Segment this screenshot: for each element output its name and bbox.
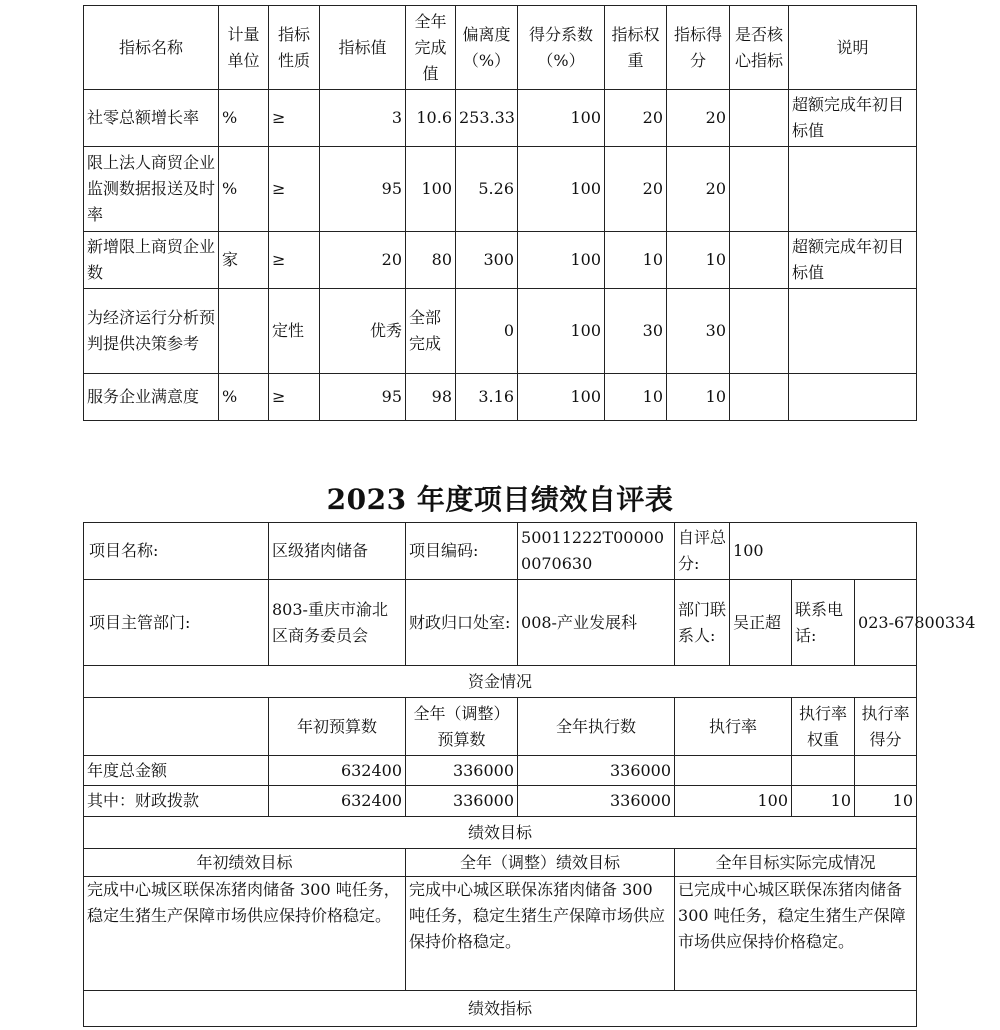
indicator-note bbox=[789, 147, 917, 232]
contact: 吴正超 bbox=[730, 580, 792, 666]
indicator-nature: ≥ bbox=[269, 90, 320, 147]
table-row bbox=[84, 289, 917, 374]
phone-label: 联系电话: bbox=[792, 580, 855, 666]
indicator-coef: 100 bbox=[518, 289, 605, 374]
table-row bbox=[84, 374, 917, 421]
department-row bbox=[84, 580, 917, 666]
header-cell: 是否核心指标 bbox=[730, 6, 789, 90]
indicator-score: 30 bbox=[667, 289, 730, 374]
funds-header-cell: 执行率 bbox=[675, 698, 792, 756]
indicator-nature: ≥ bbox=[269, 374, 320, 421]
page-title: 2023 年度项目绩效自评表 bbox=[326, 483, 674, 516]
indicator-header-row bbox=[84, 6, 917, 90]
funds-score: 10 bbox=[855, 786, 917, 817]
funds-rate: 100 bbox=[675, 786, 792, 817]
indicator-coef: 100 bbox=[518, 232, 605, 289]
indicator-core bbox=[730, 289, 789, 374]
header-cell: 偏离度（%） bbox=[456, 6, 518, 90]
indicator-score: 10 bbox=[667, 232, 730, 289]
funds-score bbox=[855, 756, 917, 786]
header-cell: 指标性质 bbox=[269, 6, 320, 90]
funds-adjusted: 336000 bbox=[406, 786, 518, 817]
indicator-value: 优秀 bbox=[320, 289, 406, 374]
self-score: 100 bbox=[730, 523, 917, 580]
indicator-deviation: 253.33 bbox=[456, 90, 518, 147]
indicator-deviation: 3.16 bbox=[456, 374, 518, 421]
indicator-coef: 100 bbox=[518, 374, 605, 421]
indicator-weight: 10 bbox=[605, 232, 667, 289]
funds-rate bbox=[675, 756, 792, 786]
goals-header-cell: 全年（调整）绩效目标 bbox=[406, 849, 675, 877]
indicator-unit: 家 bbox=[219, 232, 269, 289]
funds-weight: 10 bbox=[792, 786, 855, 817]
goals-header-cell: 年初绩效目标 bbox=[84, 849, 406, 877]
indicator-deviation: 5.26 bbox=[456, 147, 518, 232]
header-cell: 指标名称 bbox=[84, 6, 219, 90]
goals-header-row bbox=[84, 849, 917, 877]
funds-header-blank bbox=[84, 698, 269, 756]
header-cell: 指标值 bbox=[320, 6, 406, 90]
indicator-completed: 80 bbox=[406, 232, 456, 289]
indicator-weight: 10 bbox=[605, 374, 667, 421]
indicator-nature: ≥ bbox=[269, 147, 320, 232]
indicator-deviation: 300 bbox=[456, 232, 518, 289]
indicator-value: 95 bbox=[320, 147, 406, 232]
funds-header-cell: 执行率权重 bbox=[792, 698, 855, 756]
indicator-name: 社零总额增长率 bbox=[84, 90, 219, 147]
header-cell: 指标权重 bbox=[605, 6, 667, 90]
indicator-score: 10 bbox=[667, 374, 730, 421]
table-row bbox=[84, 90, 917, 147]
goals-row bbox=[84, 877, 917, 991]
contact-label: 部门联系人: bbox=[675, 580, 730, 666]
funds-row-label: 其中：财政拨款 bbox=[84, 786, 269, 817]
indicator-core bbox=[730, 232, 789, 289]
phone: 023-67800334 bbox=[855, 580, 917, 666]
dept-label: 项目主管部门: bbox=[84, 580, 269, 666]
indicator-value: 20 bbox=[320, 232, 406, 289]
indicator-name: 限上法人商贸企业监测数据报送及时率 bbox=[84, 147, 219, 232]
table-row bbox=[84, 147, 917, 232]
funds-adjusted: 336000 bbox=[406, 756, 518, 786]
table-row bbox=[84, 756, 917, 786]
indicator-score: 20 bbox=[667, 147, 730, 232]
table-row bbox=[84, 232, 917, 289]
indicator-nature: 定性 bbox=[269, 289, 320, 374]
indicator-unit: % bbox=[219, 374, 269, 421]
self-evaluation-table bbox=[83, 522, 976, 1027]
funds-section-row bbox=[84, 666, 917, 698]
indicators-section-row bbox=[84, 991, 917, 1027]
indicator-coef: 100 bbox=[518, 90, 605, 147]
adjusted-goal: 完成中心城区联保冻猪肉储备 300 吨任务，稳定生猪生产保障市场供应保持价格稳定。 bbox=[406, 877, 675, 991]
project-name: 区级猪肉储备 bbox=[269, 523, 406, 580]
indicator-core bbox=[730, 147, 789, 232]
goals-section-row bbox=[84, 817, 917, 849]
funds-initial: 632400 bbox=[269, 756, 406, 786]
indicator-completed: 100 bbox=[406, 147, 456, 232]
indicator-score: 20 bbox=[667, 90, 730, 147]
finance-office-label: 财政归口处室: bbox=[406, 580, 518, 666]
indicator-weight: 20 bbox=[605, 147, 667, 232]
funds-header-cell: 全年（调整）预算数 bbox=[406, 698, 518, 756]
header-cell: 得分系数（%） bbox=[518, 6, 605, 90]
indicator-weight: 30 bbox=[605, 289, 667, 374]
funds-header-cell: 全年执行数 bbox=[518, 698, 675, 756]
funds-header-cell: 年初预算数 bbox=[269, 698, 406, 756]
indicator-name: 为经济运行分析预判提供决策参考 bbox=[84, 289, 219, 374]
project-code: 50011222T000000070630 bbox=[518, 523, 675, 580]
indicator-note bbox=[789, 374, 917, 421]
funds-executed: 336000 bbox=[518, 786, 675, 817]
indicator-completed: 10.6 bbox=[406, 90, 456, 147]
indicator-note bbox=[789, 289, 917, 374]
project-info-row bbox=[84, 523, 917, 580]
indicator-core bbox=[730, 374, 789, 421]
indicator-core bbox=[730, 90, 789, 147]
project-name-label: 项目名称: bbox=[84, 523, 269, 580]
table-row bbox=[84, 786, 917, 817]
funds-header-cell: 执行率得分 bbox=[855, 698, 917, 756]
funds-section-title: 资金情况 bbox=[84, 666, 917, 698]
funds-weight bbox=[792, 756, 855, 786]
finance-office: 008-产业发展科 bbox=[518, 580, 675, 666]
indicator-unit: % bbox=[219, 147, 269, 232]
indicator-value: 95 bbox=[320, 374, 406, 421]
indicator-coef: 100 bbox=[518, 147, 605, 232]
indicator-weight: 20 bbox=[605, 90, 667, 147]
goals-section-title: 绩效目标 bbox=[84, 817, 917, 849]
indicator-nature: ≥ bbox=[269, 232, 320, 289]
dept: 803-重庆市渝北区商务委员会 bbox=[269, 580, 406, 666]
funds-row-label: 年度总金额 bbox=[84, 756, 269, 786]
funds-initial: 632400 bbox=[269, 786, 406, 817]
indicator-name: 新增限上商贸企业数 bbox=[84, 232, 219, 289]
indicator-unit bbox=[219, 289, 269, 374]
header-cell: 计量单位 bbox=[219, 6, 269, 90]
indicators-section-title: 绩效指标 bbox=[84, 991, 917, 1027]
funds-header-row bbox=[84, 698, 917, 756]
indicator-note: 超额完成年初目标值 bbox=[789, 90, 917, 147]
indicator-deviation: 0 bbox=[456, 289, 518, 374]
indicator-note: 超额完成年初目标值 bbox=[789, 232, 917, 289]
initial-goal: 完成中心城区联保冻猪肉储备 300 吨任务，稳定生猪生产保障市场供应保持价格稳定。 bbox=[84, 877, 406, 991]
indicator-value: 3 bbox=[320, 90, 406, 147]
indicator-table bbox=[83, 5, 917, 421]
funds-executed: 336000 bbox=[518, 756, 675, 786]
indicator-completed: 全部完成 bbox=[406, 289, 456, 374]
indicator-unit: % bbox=[219, 90, 269, 147]
indicator-completed: 98 bbox=[406, 374, 456, 421]
header-cell: 指标得分 bbox=[667, 6, 730, 90]
self-score-label: 自评总分: bbox=[675, 523, 730, 580]
header-cell: 说明 bbox=[789, 6, 917, 90]
actual-completion: 已完成中心城区联保冻猪肉储备 300 吨任务，稳定生猪生产保障市场供应保持价格稳定。 bbox=[675, 877, 917, 991]
goals-header-cell: 全年目标实际完成情况 bbox=[675, 849, 917, 877]
project-code-label: 项目编码: bbox=[406, 523, 518, 580]
header-cell: 全年完成值 bbox=[406, 6, 456, 90]
indicator-name: 服务企业满意度 bbox=[84, 374, 219, 421]
